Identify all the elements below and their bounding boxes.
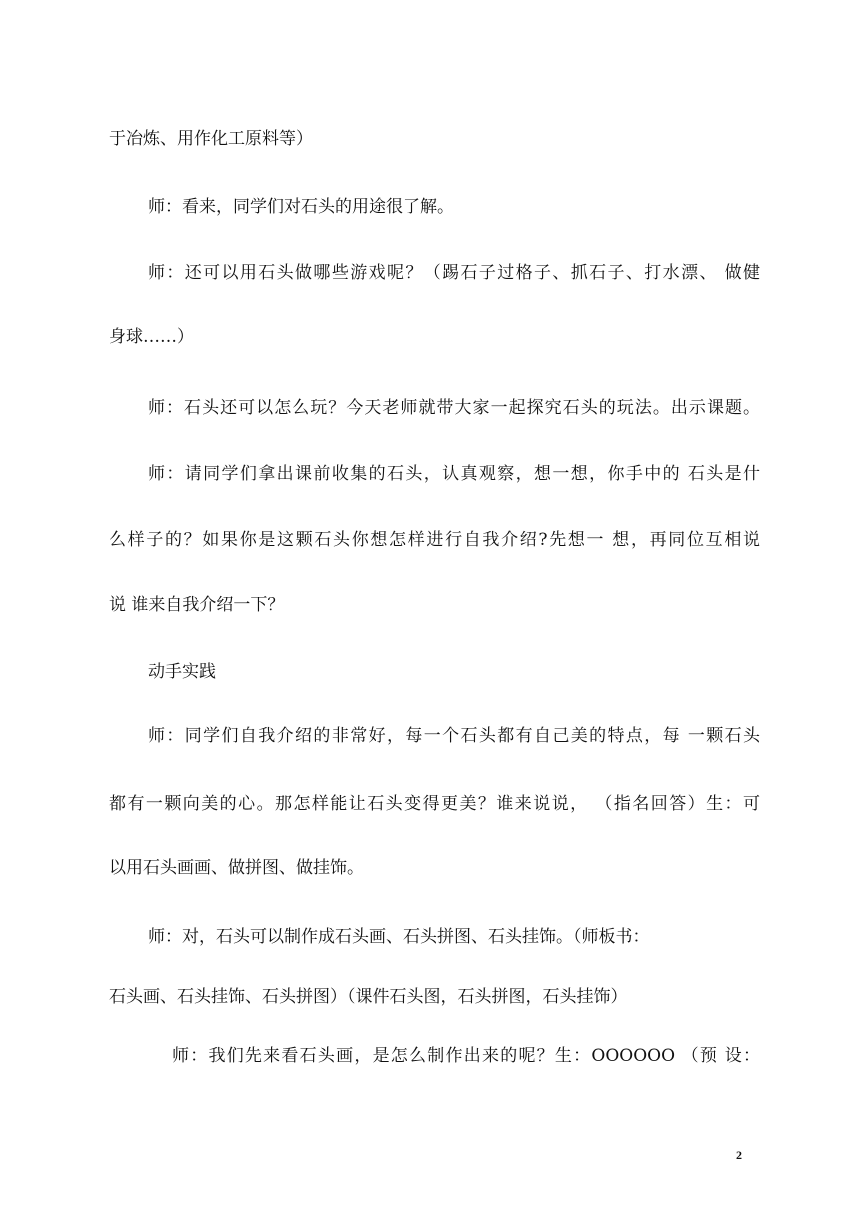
text-line: 说 谁来自我介绍一下？ (109, 595, 285, 615)
text-line: 身球……） (109, 327, 194, 347)
text-line: 以用石头画画、做拼图、做挂饰。 (109, 858, 364, 878)
text-line: 师：我们先来看石头画，是怎么制作出来的呢？生：OOOOOO （预 设： (172, 1046, 760, 1066)
text-line: 师：对，石头可以制作成石头画、石头拼图、石头挂饰。（师板书： (148, 927, 650, 947)
text-line: 师：看来，同学们对石头的用途很了解。 (148, 197, 454, 217)
text-line: 师：请同学们拿出课前收集的石头，认真观察，想一想，你手中的 石头是什 (148, 464, 760, 484)
text-line: 于冶炼、用作化工原料等） (109, 129, 313, 149)
page-number: 2 (736, 1148, 742, 1162)
text-line: 都有一颗向美的心。那怎样能让石头变得更美？谁来说说， （指名回答）生：可 (109, 794, 760, 814)
text-line: 师：还可以用石头做哪些游戏呢？（踢石子过格子、抓石子、打水漂、 做健 (148, 263, 760, 283)
text-line: 么样子的？如果你是这颗石头你想怎样进行自我介绍?先想一 想，再同位互相说 (109, 530, 760, 550)
text-line: 师：同学们自我介绍的非常好，每一个石头都有自己美的特点，每 一颗石头 (148, 726, 760, 746)
text-line: 师：石头还可以怎么玩？今天老师就带大家一起探究石头的玩法。出示课题。 (148, 398, 760, 418)
section-heading: 动手实践 (148, 662, 216, 682)
text-line: 石头画、石头挂饰、石头拼图）（课件石头图，石头拼图，石头挂饰） (109, 987, 628, 1007)
